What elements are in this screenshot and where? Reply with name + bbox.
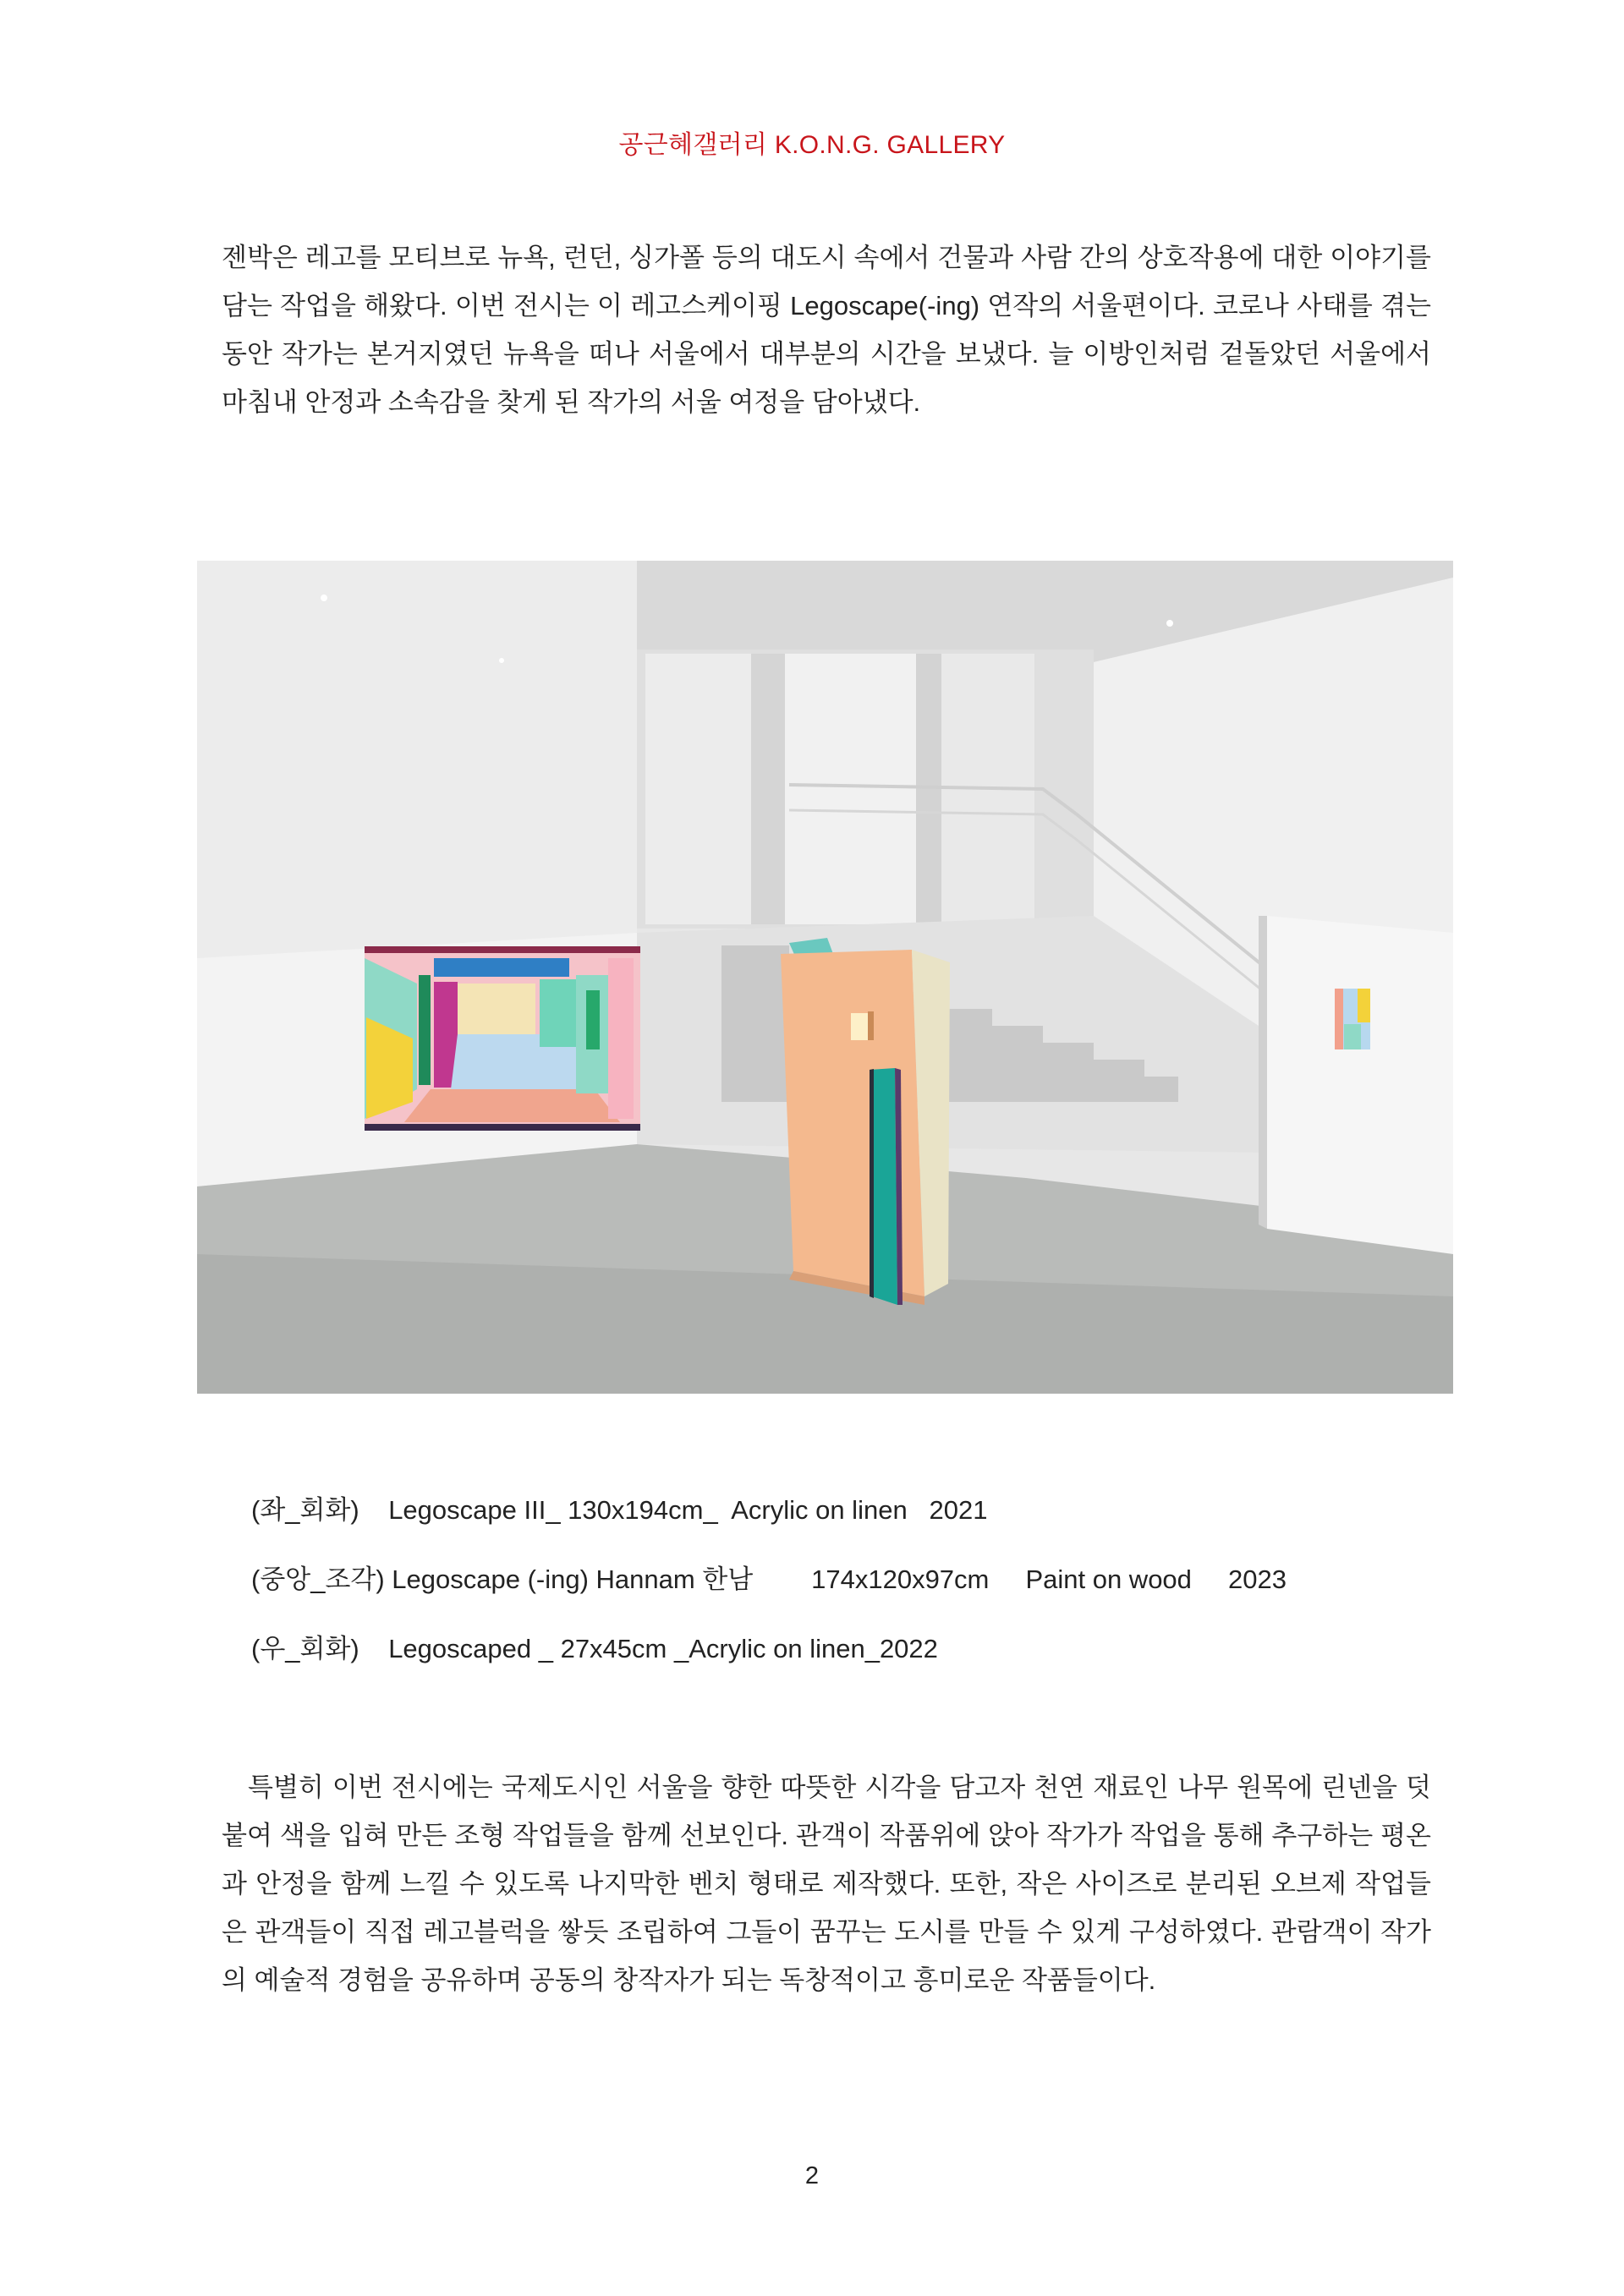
gallery-header: 공근혜갤러리 K.O.N.G. GALLERY — [618, 131, 1006, 159]
page-number: 2 — [804, 2162, 820, 2189]
caption-text: Legoscape III_ 130x194cm_ Acrylic on linen 2021 — [388, 1495, 988, 1525]
intro-paragraph: 젠박은 레고를 모티브로 뉴욕, 런던, 싱가폴 등의 대도시 속에서 건물과 사람 간의 상호작용에 대한 이야기를 담는 작업을 해왔다. 이번 전시는 이 레고스케이핑 Legoscape(-ing) 연작의 서울편이다. 코로나 사태를 겪는 동안 작가는 본거지였던 뉴욕을 떠나 서울에서 대부분의 시간을 보냈다. 늘 이방인처럼 겉돌았던 서울에서 마침내 안정과 소속감을 찾게 된 작가의 서울 여정을 담아냈다. — [222, 243, 1431, 417]
caption-center-sculpture — [251, 1558, 1287, 1596]
caption-label: (좌_회화) — [251, 1495, 359, 1525]
caption-label: (중앙_조각) — [251, 1564, 385, 1594]
caption-text: Legoscaped _ 27x45cm _Acrylic on linen_2022 — [388, 1634, 938, 1663]
caption-left-painting — [251, 1488, 987, 1526]
body-paragraph: 특별히 이번 전시에는 국제도시인 서울을 향한 따뜻한 시각을 담고자 천연 재료인 나무 원목에 린넨을 덧붙여 색을 입혀 만든 조형 작업들을 함께 선보인다. 관객이 작품위에 앉아 작가가 작업을 통해 추구하는 평온과 안정을 함께 느낄 수 있도록 나지막한 벤치 형태로 제작했다. 또한, 작은 사이즈로 분리된 오브제 작업들은 관객들이 직접 레고블럭을 쌓듯 조립하여 그들이 꿈꾸는 도시를 만들 수 있게 구성하였다. 관람객이 작가의 예술적 경험을 공유하며 공동의 창작자가 되는 독창적이고 흥미로운 작품들이다. — [222, 1773, 1431, 1995]
caption-text: Legoscape (-ing) Hannam 한남 174x120x97cm Paint on wood 2023 — [392, 1564, 1287, 1594]
exhibition-photo — [197, 561, 1453, 1394]
caption-right-painting — [251, 1627, 938, 1665]
caption-label: (우_회화) — [251, 1634, 359, 1663]
